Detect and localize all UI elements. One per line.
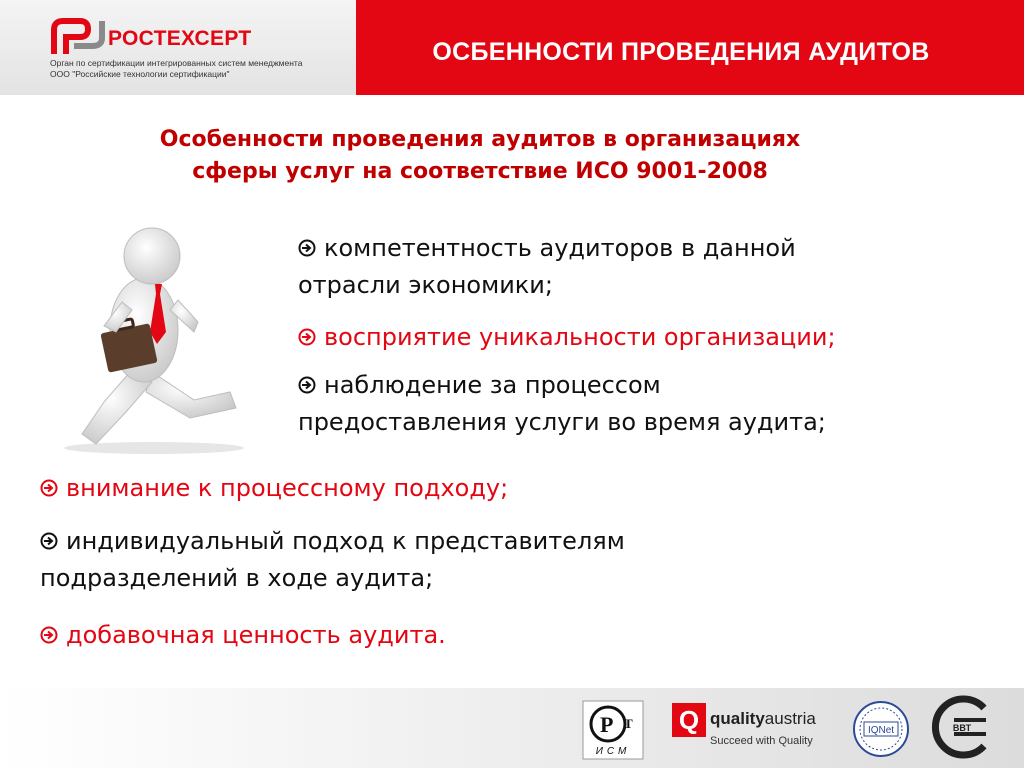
bullet-text-line1: индивидуальный подход к представителям xyxy=(66,527,625,555)
slide-subtitle xyxy=(30,124,930,188)
qa-brand-bold: quality xyxy=(710,709,765,728)
brand-panel xyxy=(0,0,356,95)
brand-subtitle xyxy=(50,58,350,80)
brand-subtitle-line2: ООО "Российские технологии сертификации" xyxy=(50,69,230,79)
bullet-text-line2: предоставления услуги во время аудита; xyxy=(298,408,826,436)
subtitle-line1: Особенности проведения аудитов в организациях xyxy=(159,127,801,152)
vbt-text: ВВТ xyxy=(952,723,972,733)
rst-logo-text: ИСМ xyxy=(595,746,631,757)
vbt-certification-icon xyxy=(924,694,996,760)
page-title: ОСБЕННОСТИ ПРОВЕДЕНИЯ АУДИТОВ xyxy=(432,38,930,66)
qa-brand-rest: austria xyxy=(764,709,816,728)
bullet-item-1 xyxy=(298,230,796,304)
bullet-text-line1: внимание к процессному подходу; xyxy=(66,474,509,502)
rst-certification-icon xyxy=(582,700,644,760)
svg-text:Т: Т xyxy=(624,716,633,731)
iqnet-text: IQNet xyxy=(867,725,895,736)
bullet-text-line1: добавочная ценность аудита. xyxy=(66,621,446,649)
arrow-circle-icon xyxy=(298,376,316,394)
iqnet-seal-icon xyxy=(852,700,910,758)
brand-name: РОСТЕХСЕРТ xyxy=(108,27,252,50)
bullet-text-line1: наблюдение за процессом xyxy=(324,371,661,399)
arrow-circle-icon xyxy=(40,626,58,644)
rostexcert-logo-icon xyxy=(50,18,106,56)
qa-slogan: Succeed with Quality xyxy=(710,735,813,747)
bullet-item-3 xyxy=(298,367,826,441)
bullet-item-5 xyxy=(40,523,625,597)
arrow-circle-icon xyxy=(40,479,58,497)
qa-letter-icon: Q xyxy=(672,703,706,737)
bullet-item-2 xyxy=(298,319,836,356)
bullet-text-line2: отрасли экономики; xyxy=(298,271,553,299)
arrow-circle-icon xyxy=(298,239,316,257)
bullet-text-line1: компетентность аудиторов в данной xyxy=(324,234,796,262)
arrow-circle-icon xyxy=(40,532,58,550)
title-banner xyxy=(356,0,1024,95)
bullet-text-line1: восприятие уникальности организации; xyxy=(324,323,836,351)
running-man-illustration xyxy=(34,222,272,458)
qa-brand xyxy=(710,709,816,729)
brand-subtitle-line1: Орган по сертификации интегрированных систем менеджмента xyxy=(50,58,303,68)
bullet-item-6 xyxy=(40,617,446,654)
subtitle-line2: сферы услуг на соответствие ИСО 9001-2008 xyxy=(192,159,768,184)
arrow-circle-icon xyxy=(298,328,316,346)
bullet-text-line2: подразделений в ходе аудита; xyxy=(40,564,434,592)
bullet-item-4 xyxy=(40,470,508,507)
svg-text:P: P xyxy=(600,712,614,737)
